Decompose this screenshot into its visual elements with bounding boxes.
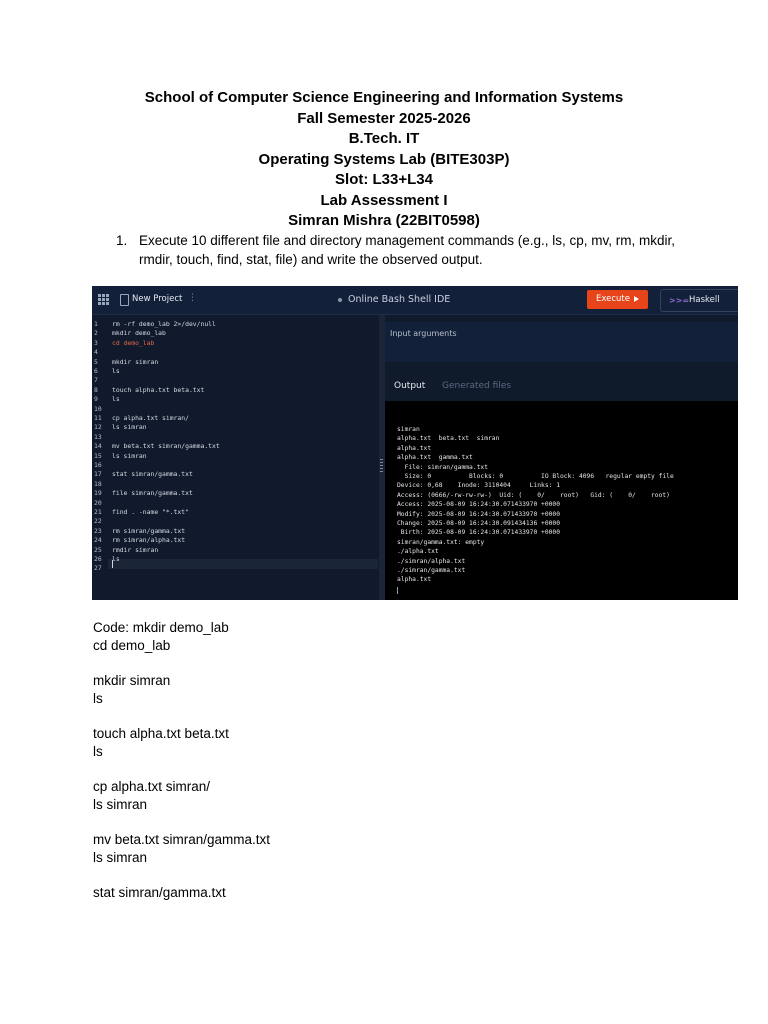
output-line: simran/gamma.txt: empty xyxy=(397,538,485,546)
output-line: simran xyxy=(397,426,420,433)
code-text: ls xyxy=(112,395,120,404)
code-editor[interactable] xyxy=(92,315,379,600)
header-slot: Slot: L33+L34 xyxy=(335,171,433,188)
output-line: Change: 2025-08-09 16:24:30.091434136 +0000 xyxy=(397,520,561,527)
terminal-cursor xyxy=(397,587,398,594)
line-number: 3 xyxy=(94,338,98,347)
line-number: 13 xyxy=(94,432,102,441)
file-icon xyxy=(120,294,129,306)
code-text: rm simran/alpha.txt xyxy=(112,536,186,545)
header-semester: Fall Semester 2025-2026 xyxy=(297,109,471,127)
code-listing-line xyxy=(93,814,270,832)
code-text: mkdir demo_lab xyxy=(112,329,166,338)
output-line: Access: (0666/-rw-rw-rw-) Uid: ( 0/ root) Gid: ( 0/ root) xyxy=(397,491,670,499)
line-number: 24 xyxy=(94,536,102,545)
code-text: cp alpha.txt simran/ xyxy=(112,414,189,422)
header-program: B.Tech. IT xyxy=(348,130,420,147)
code-text: find . -name "*.txt" xyxy=(112,508,189,516)
line-number: 14 xyxy=(94,442,102,451)
output-line: Birth: 2025-08-09 16:24:30.071433970 +0000 xyxy=(397,529,561,537)
more-options-icon[interactable]: ⋮ xyxy=(188,293,197,303)
ide-screenshot xyxy=(92,286,738,600)
question-text: Execute 10 different file and directory management commands (e.g., ls, cp, mv, rm, mkdir, rmdir, touch, find, stat, file) and write the observed output. xyxy=(139,233,675,267)
output-line: ./alpha.txt xyxy=(397,548,439,556)
header-student: Simran Mishra (22BIT0598) xyxy=(288,212,480,229)
code-text: rm -rf demo_lab 2>/dev/null xyxy=(112,320,216,328)
code-listing-line: mv beta.txt simran/gamma.txt xyxy=(93,832,271,848)
output-line: ./simran/alpha.txt xyxy=(397,557,466,565)
play-icon xyxy=(634,296,639,302)
input-arguments-field[interactable] xyxy=(385,322,738,362)
line-number: 18 xyxy=(94,479,102,488)
header-course: Operating Systems Lab (BITE303P) xyxy=(258,150,510,168)
code-text: mkdir simran xyxy=(112,357,159,366)
line-number: 9 xyxy=(94,395,98,404)
line-number: 8 xyxy=(94,385,98,394)
code-text: cd demo_lab xyxy=(112,338,155,347)
line-number: 26 xyxy=(94,555,102,563)
output-terminal xyxy=(385,401,738,600)
code-listing-line: ls simran xyxy=(93,849,148,865)
tab-output[interactable]: Output xyxy=(394,381,426,391)
line-number: 19 xyxy=(94,489,102,498)
code-listing-line: touch alpha.txt beta.txt xyxy=(93,726,229,742)
project-name[interactable]: New Project xyxy=(132,294,183,304)
code-listing-line: ls simran xyxy=(93,796,148,812)
code-text: touch alpha.txt beta.txt xyxy=(112,385,205,394)
line-number: 12 xyxy=(94,423,102,432)
line-number: 17 xyxy=(94,470,102,479)
output-line: Modify: 2025-08-09 16:24:30.071433970 +0000 xyxy=(397,510,561,518)
code-listing-line: mkdir simran xyxy=(93,673,171,689)
question-1 xyxy=(116,232,676,269)
language-label: Haskell xyxy=(689,295,720,305)
output-line: alpha.txt beta.txt simran xyxy=(397,435,500,443)
code-text: ls simran xyxy=(112,423,147,432)
line-number: 1 xyxy=(94,320,98,328)
line-number: 16 xyxy=(94,461,102,469)
output-line: Access: 2025-08-09 16:24:30.071433970 +0000 xyxy=(397,501,561,509)
haskell-logo-icon: >>= xyxy=(669,296,690,305)
output-line: alpha.txt xyxy=(397,444,432,452)
line-number: 22 xyxy=(94,517,102,526)
line-number: 6 xyxy=(94,367,98,375)
code-listing-line: cp alpha.txt simran/ xyxy=(93,779,211,795)
execute-label: Execute xyxy=(596,294,630,304)
drag-handle-icon[interactable] xyxy=(380,459,383,473)
output-line: Device: 0,68 Inode: 3110404 Links: 1 xyxy=(397,482,561,490)
code-text: ls simran xyxy=(112,451,147,460)
code-listing-line: Code: mkdir demo_lab xyxy=(93,620,229,635)
document-header xyxy=(0,88,768,232)
code-listing-line xyxy=(93,707,270,725)
code-listing-line: stat simran/gamma.txt xyxy=(93,885,226,901)
line-number: 4 xyxy=(94,348,98,357)
code-text: file simran/gamma.txt xyxy=(112,489,193,498)
line-number: 20 xyxy=(94,498,102,507)
output-line: ./simran/gamma.txt xyxy=(397,567,466,574)
code-text: ls xyxy=(112,367,120,375)
line-number: 21 xyxy=(94,508,102,516)
line-number: 10 xyxy=(94,404,102,413)
header-school: School of Computer Science Engineering and Information Systems xyxy=(144,89,624,106)
ide-title xyxy=(338,294,450,305)
code-text: mv beta.txt simran/gamma.txt xyxy=(112,442,220,451)
ide-title-text: Online Bash Shell IDE xyxy=(348,294,451,305)
apps-grid-icon[interactable] xyxy=(98,294,109,305)
line-number: 23 xyxy=(94,526,102,535)
header-assessment: Lab Assessment I xyxy=(320,191,448,209)
line-number: 15 xyxy=(94,451,102,460)
output-line: alpha.txt xyxy=(397,576,432,584)
status-dot-icon xyxy=(338,298,342,302)
line-number: 27 xyxy=(94,564,102,573)
code-listing-line xyxy=(93,654,270,672)
line-number: 5 xyxy=(94,357,98,366)
current-line-highlight xyxy=(108,559,378,569)
code-text: ls xyxy=(112,555,120,563)
tab-generated-files[interactable]: Generated files xyxy=(442,381,512,391)
line-number: 25 xyxy=(94,545,102,554)
output-line: File: simran/gamma.txt xyxy=(397,463,488,471)
execute-button[interactable] xyxy=(587,290,648,309)
question-number: 1. xyxy=(116,233,128,248)
code-listing-line: cd demo_lab xyxy=(93,637,171,653)
ide-topbar xyxy=(92,286,738,315)
code-text: rmdir simran xyxy=(112,545,159,554)
code-text: stat simran/gamma.txt xyxy=(112,470,193,479)
output-line: alpha.txt gamma.txt xyxy=(397,454,473,462)
code-listing-line: ls xyxy=(93,743,103,759)
language-select[interactable] xyxy=(660,289,738,312)
code-listing-line: ls xyxy=(93,690,103,706)
code-text: rm simran/gamma.txt xyxy=(112,526,186,535)
code-listing-line xyxy=(93,867,270,885)
line-number: 7 xyxy=(94,376,98,385)
output-tabs xyxy=(385,376,738,398)
code-listing-line xyxy=(93,761,270,779)
code-listing xyxy=(93,619,270,902)
line-number: 11 xyxy=(94,414,102,422)
line-number: 2 xyxy=(94,329,98,338)
input-arguments-label: Input arguments xyxy=(390,329,457,338)
output-line: Size: 0 Blocks: 0 IO Block: 4096 regular empty file xyxy=(397,473,674,480)
